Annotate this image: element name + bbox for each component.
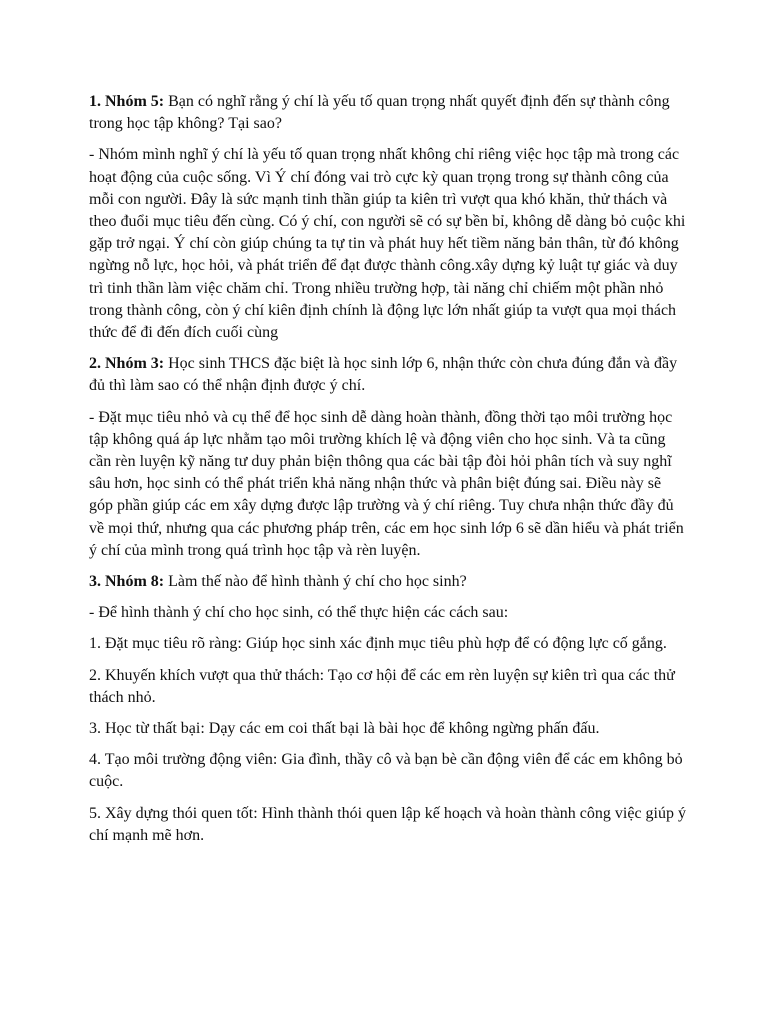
list-item: 2. Khuyến khích vượt qua thử thách: Tạo cơ hội để các em rèn luyện sự kiên trì qua các thử thách nhỏ.: [89, 666, 675, 706]
question-number: 2.: [89, 355, 101, 373]
answer-2: - Đặt mục tiêu nhỏ và cụ thể để học sinh dễ dàng hoàn thành, đồng thời tạo môi trường học tập không quá áp lực nhằm tạo môi trường khích lệ và động viên cho học sinh. Và ta cũng cần rèn luyện kỹ năng tư duy phản biện thông qua các bài tập đòi hỏi phân tích và suy nghĩ sâu hơn, học sinh có thể phát triển khả năng nhận thức và phân biệt đúng sai. Điều này sẽ góp phần giúp các em xây dựng được lập trường và ý chí riêng. Tuy chưa nhận thức đầy đủ về mọi thứ, nhưng qua các phương pháp trên, các em học sinh lớp 6 sẽ dần hiểu và phát triển ý chí của mình trong quá trình học tập và rèn luyện.: [89, 408, 684, 559]
answer-3-intro: - Để hình thành ý chí cho học sinh, có thể thực hiện các cách sau:: [89, 604, 509, 622]
question-number: 3.: [89, 573, 101, 591]
answer-1: - Nhóm mình nghĩ ý chí là yếu tố quan trọng nhất không chỉ riêng việc học tập mà trong các hoạt động của cuộc sống. Vì Ý chí đóng vai trò cực kỳ quan trọng trong sự thành công của mỗi con người. Đây là sức mạnh tinh thần giúp ta kiên trì vượt qua khó khăn, thử thách và theo đuổi mục tiêu đến cùng. Có ý chí, con người sẽ có sự bền bỉ, không dễ dàng bỏ cuộc khi gặp trở ngại. Ý chí còn giúp chúng ta tự tin và phát huy hết tiềm năng bản thân, từ đó không ngừng nỗ lực, học hỏi, và phát triển để đạt được thành công.xây dựng kỷ luật tự giác và duy trì tinh thần làm việc chăm chỉ. Trong nhiều trường hợp, tài năng chỉ chiếm một phần nhỏ trong thành công, còn ý chí kiên định chính là động lực lớn nhất giúp ta vượt qua mọi thách thức để đi đến đích cuối cùng: [89, 146, 686, 342]
list-item: 3. Học từ thất bại: Dạy các em coi thất bại là bài học để không ngừng phấn đấu.: [89, 720, 600, 738]
question-group: Nhóm 5:: [105, 93, 165, 110]
question-group: Nhóm 3:: [105, 355, 165, 373]
question-number: 1.: [89, 93, 101, 110]
list-item: 1. Đặt mục tiêu rõ ràng: Giúp học sinh xác định mục tiêu phù hợp để có động lực cố gắng.: [89, 635, 667, 653]
question-1: [89, 91, 689, 135]
list-item: 4. Tạo môi trường động viên: Gia đình, thầy cô và bạn bè cần động viên để các em không bỏ cuộc.: [89, 751, 683, 791]
question-3: [89, 571, 689, 593]
list-item: 5. Xây dựng thói quen tốt: Hình thành thói quen lập kế hoạch và hoàn thành công việc giúp ý chí mạnh mẽ hơn.: [89, 804, 686, 844]
question-group: Nhóm 8:: [105, 573, 165, 591]
question-2: [89, 353, 689, 397]
question-text: Bạn có nghĩ rằng ý chí là yếu tố quan trọng nhất quyết định đến sự thành công trong học tập không? Tại sao?: [89, 93, 670, 133]
question-text: Học sinh THCS đặc biệt là học sinh lớp 6, nhận thức còn chưa đúng đắn và đầy đủ thì làm sao có thể nhận định được ý chí.: [89, 355, 678, 395]
question-text: Làm thế nào để hình thành ý chí cho học sinh?: [168, 573, 467, 591]
